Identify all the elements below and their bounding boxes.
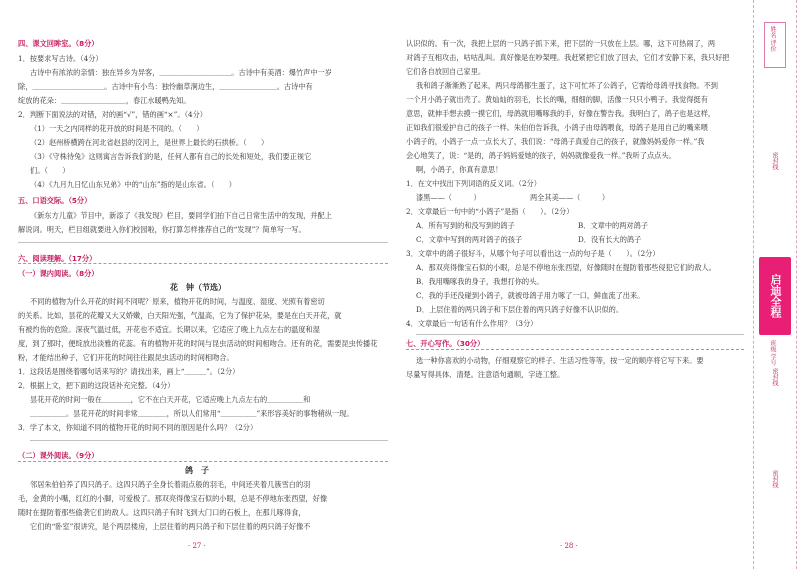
page-number: · 27 · bbox=[188, 542, 206, 550]
passage-1-line2: 的关系。比如，昙花的花瓣又大又娇嫩，白天阳光强，气温高，它为了保护花朵，要是在白天开花，就 bbox=[18, 311, 342, 320]
s7-line1: 选一种你喜欢的小动物，仔细观察它的样子、生活习性等等，按一定的顺序将它写下来。要 bbox=[416, 356, 704, 365]
s4-q1: 1．按要求写古诗。（4分） bbox=[18, 54, 103, 63]
strip-cut-label-1: 密封线 bbox=[771, 152, 778, 170]
section-4-title: 四、课文回眸室。（8分） bbox=[18, 39, 99, 48]
passage-2-cont-line9: 会心地笑了，说：“是的，鸽子妈妈爱她的孩子，妈妈就像爱我一样。”我听了点点头。 bbox=[406, 151, 676, 160]
passage-2-cont-line4: 我和鸽子渐渐熟了起来，两只母鸽都生蛋了，这下可忙坏了公鸽子，它需给母鸽寻找食物。不到 bbox=[416, 81, 718, 90]
r-q3: 3．文章中的鸽子很好斗，从哪个句子可以看出这一点的句子是（ ）。（2分） bbox=[406, 249, 660, 258]
passage-2-cont-line1: 认识似的。有一次，我把上层的一只鸽子抓下来，把下层的一只放在上层。哪，这下可热闹了，两 bbox=[406, 39, 716, 48]
section-5-title: 五、口语交际。（5分） bbox=[18, 196, 92, 205]
section-6b-title: （二）课外阅读。（9分） bbox=[18, 451, 99, 460]
passage-1-line4: 度，到了那时，便绽放出淡雅的花蕊。有的植物开花的时间与昆虫活动的时间相吻合。还有的花，需要昆虫传播花 bbox=[18, 339, 378, 348]
passage-1-line1: 不同的植物为什么开花的时间不同呢？原来，植物开花的时间，与温度、湿度、光照有着密切 bbox=[30, 297, 325, 306]
section-6a-title: （一）课内阅读。（8分） bbox=[18, 269, 99, 278]
s4-q2: 2．判断下面说法的对错，对的画“√”，错的画“×”。（4分） bbox=[18, 110, 207, 119]
s4-q2-1: （1）一天之内同样的花开放的时间是不同的。（ ） bbox=[30, 124, 204, 133]
brand-logo: 启迪全程 bbox=[759, 257, 791, 335]
s4-q2-2: （2）赵州桥横跨在河北省赵县的洨河上，是世界上最长的石拱桥。（ ） bbox=[30, 138, 269, 147]
s5-line2: 解说词。明天，栏目组就要进入你们校园啦，你打算怎样推荐自己的“发现”？简单写一写。 bbox=[18, 225, 306, 234]
passage-2-line2: 毛，金黄的小嘴，红红的小脚，可爱极了。那双亮得像宝石似的小眼，总是不停地东张西望，好像 bbox=[18, 494, 328, 503]
s5-line1: 《新东方儿童》节目中，新添了《我发现》栏目，要同学们拍下自己日常生活中的发现，并配上 bbox=[30, 211, 332, 220]
s4-q1-line3: 绽放的花朵：＿＿＿＿＿＿＿＿＿，春江水暖鸭先知。 bbox=[18, 96, 191, 105]
r-q1-a: 漆黑——（ ） bbox=[416, 193, 481, 202]
page-number: · 28 · bbox=[560, 542, 578, 550]
cut-line bbox=[796, 0, 797, 569]
divider bbox=[406, 349, 744, 350]
passage-2-line4: 它们的“卧室”很讲究，是个两层楼房，上层住着的两只鸽子和下层住着的两只鸽子好像不 bbox=[30, 522, 311, 531]
r-q4: 4．文章最后一句话有什么作用？（3分） bbox=[406, 319, 538, 328]
r-q2-A: A．所有写到的和没写到的鸽子 bbox=[416, 221, 515, 230]
cut-line bbox=[753, 0, 754, 569]
r-q3-C: C．我的手还没碰到小鸽子，就被母鸽子用力啄了一口，鲜血流了出来。 bbox=[416, 291, 645, 300]
strip-cut-label-3: 密封线 bbox=[771, 470, 778, 488]
p1-q2-line2: ＿＿＿＿＿。昙花开花的时间非常＿＿＿＿，所以人们常用“＿＿＿＿＿”来形容美好的事物稍纵一现。 bbox=[30, 409, 354, 418]
strip-mid-labels: 班级 学号 bbox=[769, 340, 776, 366]
passage-2-line1: 邻居朱伯伯养了四只鸽子。这四只鸽子全身长着雨点般的羽毛，中间还夹着几簇雪白的羽 bbox=[30, 480, 311, 489]
answer-line bbox=[18, 242, 388, 243]
r-q3-A: A．那双亮得像宝石似的小眼，总是不停地东张西望，好像随时在提防着那些侵犯它们的敌人。 bbox=[416, 263, 716, 272]
passage-2-cont-line8: 小鸽子的，小鸽子一点一点长大了，我们说：“母鸽子真爱自己的孩子，就像妈妈爱你一样。”我 bbox=[406, 137, 705, 146]
section-7-title: 七、开心写作。（30分） bbox=[406, 339, 485, 348]
right-page bbox=[400, 0, 750, 569]
passage-2-cont-line10: 啊，小鸽子，你真有意思！ bbox=[416, 165, 503, 174]
binding-strip bbox=[750, 0, 800, 569]
strip-cut-label-2: 密封线 bbox=[771, 368, 778, 386]
s4-q2-4: （4）《九月九日忆山东兄弟》中的“山东”指的是山东省。（ ） bbox=[30, 180, 236, 189]
s4-q1-line1: 古诗中有浓浓的亲情：独在异乡为异客，＿＿＿＿＿＿＿＿＿＿。古诗中有美酒：爆竹声中一岁 bbox=[30, 68, 332, 77]
p1-q3: 3．学了本文，你知道不同的植物开花的时间不同的原因是什么吗？（2分） bbox=[18, 423, 258, 432]
r-q1: 1．在文中找出下列词语的反义词。（2分） bbox=[406, 179, 541, 188]
p1-q1: 1．这段话是围绕着哪句话来写的？请找出来，画上“＿＿＿”。（2分） bbox=[18, 367, 240, 376]
s7-line2: 尽量写得具体、清楚。注意语句通顺，字迹工整。 bbox=[406, 370, 565, 379]
passage-1-title: 花 钟（节选） bbox=[170, 283, 226, 292]
s4-q1-line2: 除，＿＿＿＿＿＿＿＿＿＿。古诗中有小鸟：独怜幽草涧边生，＿＿＿＿＿＿＿＿。古诗中有 bbox=[18, 82, 313, 91]
passage-2-cont-line7: 正如我们很爱护自己的孩子一样。朱伯伯告诉我，小鸽子由母鸽喂食，母鸽子是用自己的嘴来喂 bbox=[406, 123, 708, 132]
passage-2-cont-line6: 意思，就伸手想去摸一摸它们，母鸽就用嘴啄我的手，好像在警告我。我明白了，鸽子也是这样， bbox=[406, 109, 716, 118]
passage-2-cont-line3: 它们各自放回自己家里。 bbox=[406, 67, 486, 76]
p1-q2-line1: 昙花开花的时间一般在＿＿＿＿，它不在白天开花，它适应晚上九点左右的＿＿＿＿＿和 bbox=[30, 395, 311, 404]
divider bbox=[18, 263, 388, 264]
r-q3-B: B．我用嘴啄我的身子，我想打你的头。 bbox=[416, 277, 544, 286]
answer-line bbox=[416, 334, 744, 335]
section-6-title: 六、阅读理解。（17分） bbox=[18, 254, 97, 263]
passage-2-line3: 随时在提防着那些偷袭它们的敌人。这四只鸽子有时飞到大门口的石板上，在那儿啄得食， bbox=[18, 508, 306, 517]
passage-2-title: 鸽 子 bbox=[185, 466, 209, 475]
passage-2-cont-line5: 一个月小鸽子就出壳了。黄灿灿的羽毛，长长的嘴，细细的脚，活像一只只小鸭子。我觉得挺有 bbox=[406, 95, 708, 104]
r-q2-D: D．没有长大的鸽子 bbox=[578, 235, 642, 244]
r-q2-C: C．文章中写到的两对鸽子的孩子 bbox=[416, 235, 523, 244]
divider bbox=[18, 461, 388, 462]
answer-line bbox=[30, 440, 388, 441]
passage-1-line3: 有被灼伤的危险。深夜气温过低，开花也不适宜。长期以来，它适应了晚上九点左右的温度和湿 bbox=[18, 325, 320, 334]
r-q2: 2．文章最后一句中的“小鸽子”是指（ ）。（2分） bbox=[406, 207, 574, 216]
passage-1-line5: 粉，才能结出种子，它们开花的时间往往跟昆虫活动的时间相吻合。 bbox=[18, 353, 234, 362]
p1-q2: 2．根据上文，把下面的这段话补充完整。（4分） bbox=[18, 381, 175, 390]
r-q2-B: B．文章中的两对鸽子 bbox=[578, 221, 648, 230]
r-q3-D: D．上层住着的两只鸽子和下层住着的两只鸽子好像不认识似的。 bbox=[416, 305, 624, 314]
s4-q2-3a: （3）《守株待兔》这则寓言告诉我们的是，任何人都有自己的长处和短处，我们要正视它 bbox=[30, 152, 312, 161]
passage-2-cont-line2: 对鸽子互相攻击，咕咕乱叫。真好像是在吵架哩。我赶紧把它们放了回去，它们才安静下来，我只好把 bbox=[406, 53, 730, 62]
strip-top-labels: 姓名 评价 bbox=[769, 26, 776, 52]
s4-q2-3b: 们。（ ） bbox=[30, 166, 70, 175]
r-q1-b: 两全其美——（ ） bbox=[530, 193, 610, 202]
